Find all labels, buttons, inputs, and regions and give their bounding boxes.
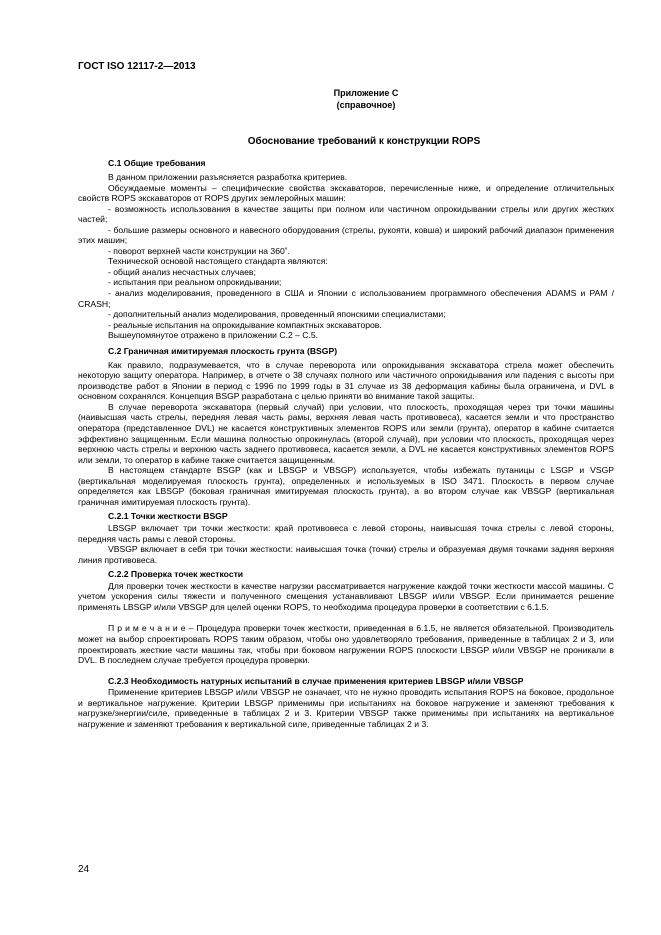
section-heading-c22: С.2.2 Проверка точек жесткости xyxy=(108,569,244,580)
annex-type: (справочное) xyxy=(336,100,396,110)
section-heading-c1: С.1 Общие требования xyxy=(108,158,206,168)
note-text: – Процедура проверки точек жесткости, приведенная в 6.1.5, не является обязательной. Производитель может на выбор спроектировать ROPS таким образом, чтобы оно удовлетворяло требования, приведенные в таблицах 2 и 3, или проектировать жесткие части машины так, чтобы при боковом нагружении ROPS плоскости LBSGP и/или VBSGP не проникали в DVL. В последнем случае требуется процедура проверки. xyxy=(78,623,614,666)
list-item: - поворот верхней части конструкции на 360˚. xyxy=(108,245,291,256)
note-label: П р и м е ч а н и е xyxy=(108,623,186,634)
paragraph: В случае переворота экскаватора (первый случай) при условии, что плоскость, проходящая через три точки машины (наивысшая часть стрелы, передняя левая часть рамы, верхняя левая часть противовеса), касается земли и что пространство оператора (представленное DVL) не касается конструктивных элементов ROPS или земли (грунта), оператор в кабине считается эффективно защищенным. Если машина полностью опрокинулась (второй случай), при условии что плоскость, проходящая через верхнюю часть стрелы и верхнюю часть заднего противовеса, касается земли, а DVL не касается конструктивных элементов ROPS или земли, то оператор в кабине также считается защищенным. xyxy=(78,401,614,465)
paragraph: Как правило, подразумевается, что в случае переворота или опрокидывания экскаватора стрела может обеспечить некоторую защиту оператора. Например, в отчете о 38 случаях полного или частичного опрокидывания или падения с высоты при производстве работ в Японии в период с 1996 по 1999 годы в 31 случае из 38 деформация кабины была ограничена, и DVL в основном сохранялся. Концепция BSGP разработана с целью приняти во внимание такой защиты. xyxy=(78,359,614,402)
list-item: - анализ моделирования, проведенного в США и Японии с использованием программного обеспечения ADAMS и PAM / CRASH; xyxy=(78,288,614,309)
paragraph: VBSGP включает в себя три точки жесткости: наивысшая точка (точки) стрелы и образуемая двумя точками задняя верхняя линия противовеса. xyxy=(78,544,614,565)
document-header: ГОСТ ISO 12117-2—2013 xyxy=(78,61,196,72)
paragraph: В настоящем стандарте BSGP (как и LBSGP и VBSGP) используется, чтобы избежать путаницы с LSGP и VSGP (вертикальная моделируемая плоскость грунта), определенных и используемых в ISO 3471. Плоскость в первом случае определяется как LBSGP (боковая граничная имитируемая плоскость грунта), а во втором случае как VBSGP (вертикальная граничная имитируемая плоскость грунта). xyxy=(78,465,614,507)
paragraph: Вышеупомянутое отражено в приложении С.2 – С.5. xyxy=(108,330,319,341)
list-item: - реальные испытания на опрокидывание компактных экскаваторов. xyxy=(108,319,382,330)
document-page xyxy=(78,61,614,729)
list-item: - большие размеры основного и навесного оборудования (стрелы, рукояти, ковша) и широкий рабочий диапазон применения этих машин; xyxy=(78,224,614,246)
list-item: - испытания при реальном опрокидывании; xyxy=(108,277,282,288)
note-paragraph xyxy=(78,623,614,665)
paragraph: В данном приложении разъясняется разработка критериев. xyxy=(108,172,348,182)
paragraph: Для проверки точек жесткости в качестве нагрузки рассматривается нагружение каждой точки жесткости массой машины. С учетом ускорения силы тяжести и полученного смещения устанавливают LBSGP и/или VBSGP. Если принимается решение применять LBSGP и/или VBSGP для целей оценки ROPS, то необходима процедура проверки в соответствии с 6.1.5. xyxy=(78,580,614,612)
paragraph: Обсуждаемые моменты – специфические свойства экскаваторов, перечисленные ниже, и определение отличительных свойств ROPS экскаваторов от ROPS других землеройных машин: xyxy=(78,182,614,204)
paragraph: LBSGP включает три точки жесткости: край противовеса с левой стороны, наивысшая точка стрелы с левой стороны, передняя часть рамы с левой стороны. xyxy=(78,523,614,544)
section-heading-c23: С.2.3 Необходимость натурных испытаний в случае применения критериев LBSGP и/или VBSGP xyxy=(108,675,524,686)
page-number: 24 xyxy=(78,864,90,875)
paragraph: Применение критериев LBSGP и/или VBSGP не означает, что не нужно проводить испытания ROPS на боковое, продольное и вертикальное нагружение. Критерии LBSGP применимы при испытаниях на боковое нагружение и заменяют требования к нагрузке/энергии/силе, приведенные в таблицах 2 и 3. Критерии VBSGP также применимы при испытаниях на вертикальное нагружение и заменяют требования к вертикальной силе, приведенные таблицах 2 и 3. xyxy=(78,687,614,729)
paragraph: Технической основой настоящего стандарта являются: xyxy=(108,256,328,267)
list-item: - дополнительный анализ моделирования, проведенный японскими специалистами; xyxy=(108,309,446,320)
annex-label: Приложение С xyxy=(333,88,399,98)
section-heading-c2: С.2 Граничная имитируемая плоскость грунта (BSGP) xyxy=(108,345,338,356)
list-item: - общий анализ несчастных случаев; xyxy=(108,266,256,277)
annex-title: Обоснование требований к конструкции ROPS xyxy=(247,136,481,147)
section-heading-c21: С.2.1 Точки жесткости BSGP xyxy=(108,511,228,522)
list-item: - возможность использования в качестве защиты при полном или частичном опрокидывании стрелы или других жестких частей; xyxy=(78,203,614,225)
